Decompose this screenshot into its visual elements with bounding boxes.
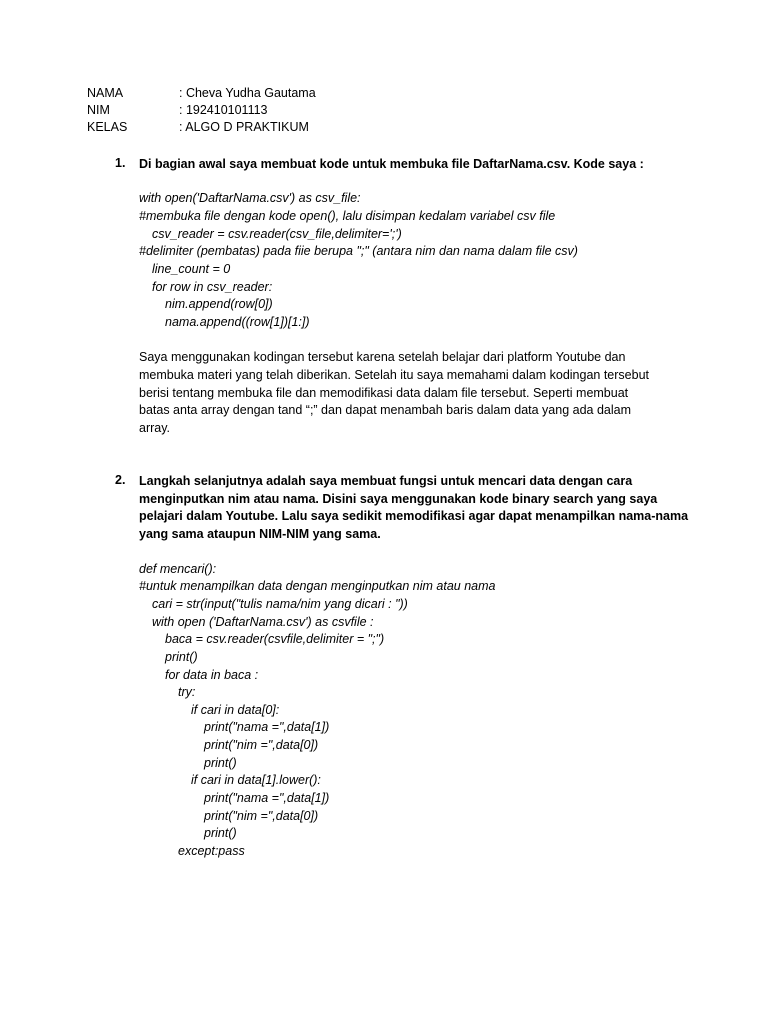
code-line: cari = str(input("tulis nama/nim yang dicari : ")) (152, 597, 408, 611)
code-line: line_count = 0 (152, 262, 231, 276)
code-line: nim.append(row[0]) (165, 297, 273, 311)
code-line: try: (178, 685, 196, 699)
code-line: baca = csv.reader(csvfile,delimiter = ";") (165, 632, 385, 646)
code-line: if cari in data[0]: (191, 703, 280, 717)
code-line: with open ('DaftarNama.csv') as csvfile : (152, 615, 374, 629)
paragraph-line: Saya menggunakan kodingan tersebut karena setelah belajar dari platform Youtube dan (139, 350, 626, 364)
code-line: print() (165, 650, 198, 664)
nim-value: : 192410101113 (179, 103, 268, 117)
paragraph-line: membuka materi yang telah diberikan. Setelah itu saya memahami dalam kodingan tersebut (139, 368, 649, 382)
code-line: nama.append((row[1])[1:]) (165, 315, 310, 329)
paragraph-line: batas anta array dengan tand “;” dan dapat menambah baris dalam data yang ada dalam (139, 403, 631, 417)
code-line: print() (204, 756, 237, 770)
section1-intro: Di bagian awal saya membuat kode untuk membuka file DaftarNama.csv. Kode saya : (139, 157, 644, 171)
code-line: except:pass (178, 844, 245, 858)
section2-intro-line: Langkah selanjutnya adalah saya membuat fungsi untuk mencari data dengan cara (139, 474, 633, 488)
nim-label: NIM (87, 103, 110, 117)
code-line: print("nim =",data[0]) (204, 738, 319, 752)
section2-intro-line: yang sama ataupun NIM-NIM yang sama. (139, 527, 381, 541)
code-line: #untuk menampilkan data dengan menginputkan nim atau nama (139, 579, 496, 593)
code-line: #delimiter (pembatas) pada fiie berupa ";" (antara nim dan nama dalam file csv) (139, 244, 578, 258)
code-line: for row in csv_reader: (152, 280, 273, 294)
kelas-label: KELAS (87, 120, 128, 134)
paragraph-line: berisi tentang membuka file dan memodifikasi data dalam file tersebut. Seperti membuat (139, 386, 629, 400)
code-line: print("nama =",data[1]) (204, 720, 330, 734)
nama-value: : Cheva Yudha Gautama (179, 86, 316, 100)
section1-number: 1. (115, 156, 126, 170)
code-line: def mencari(): (139, 562, 217, 576)
nama-label: NAMA (87, 86, 124, 100)
code-line: with open('DaftarNama.csv') as csv_file: (139, 191, 361, 205)
code-line: if cari in data[1].lower(): (191, 773, 321, 787)
section2-intro-line: menginputkan nim atau nama. Disini saya menggunakan kode binary search yang saya (139, 492, 658, 506)
code-line: print("nama =",data[1]) (204, 791, 330, 805)
code-line: print("nim =",data[0]) (204, 809, 319, 823)
code-line: for data in baca : (165, 668, 259, 682)
section2-intro-line: pelajari dalam Youtube. Lalu saya sedikit memodifikasi agar dapat menampilkan nama-nama (139, 509, 689, 523)
section2-number: 2. (115, 473, 126, 487)
code-line: print() (204, 826, 237, 840)
paragraph-line: array. (139, 421, 171, 435)
kelas-value: : ALGO D PRAKTIKUM (179, 120, 309, 134)
code-line: #membuka file dengan kode open(), lalu disimpan kedalam variabel csv file (139, 209, 556, 223)
code-line: csv_reader = csv.reader(csv_file,delimiter=';') (152, 227, 402, 241)
